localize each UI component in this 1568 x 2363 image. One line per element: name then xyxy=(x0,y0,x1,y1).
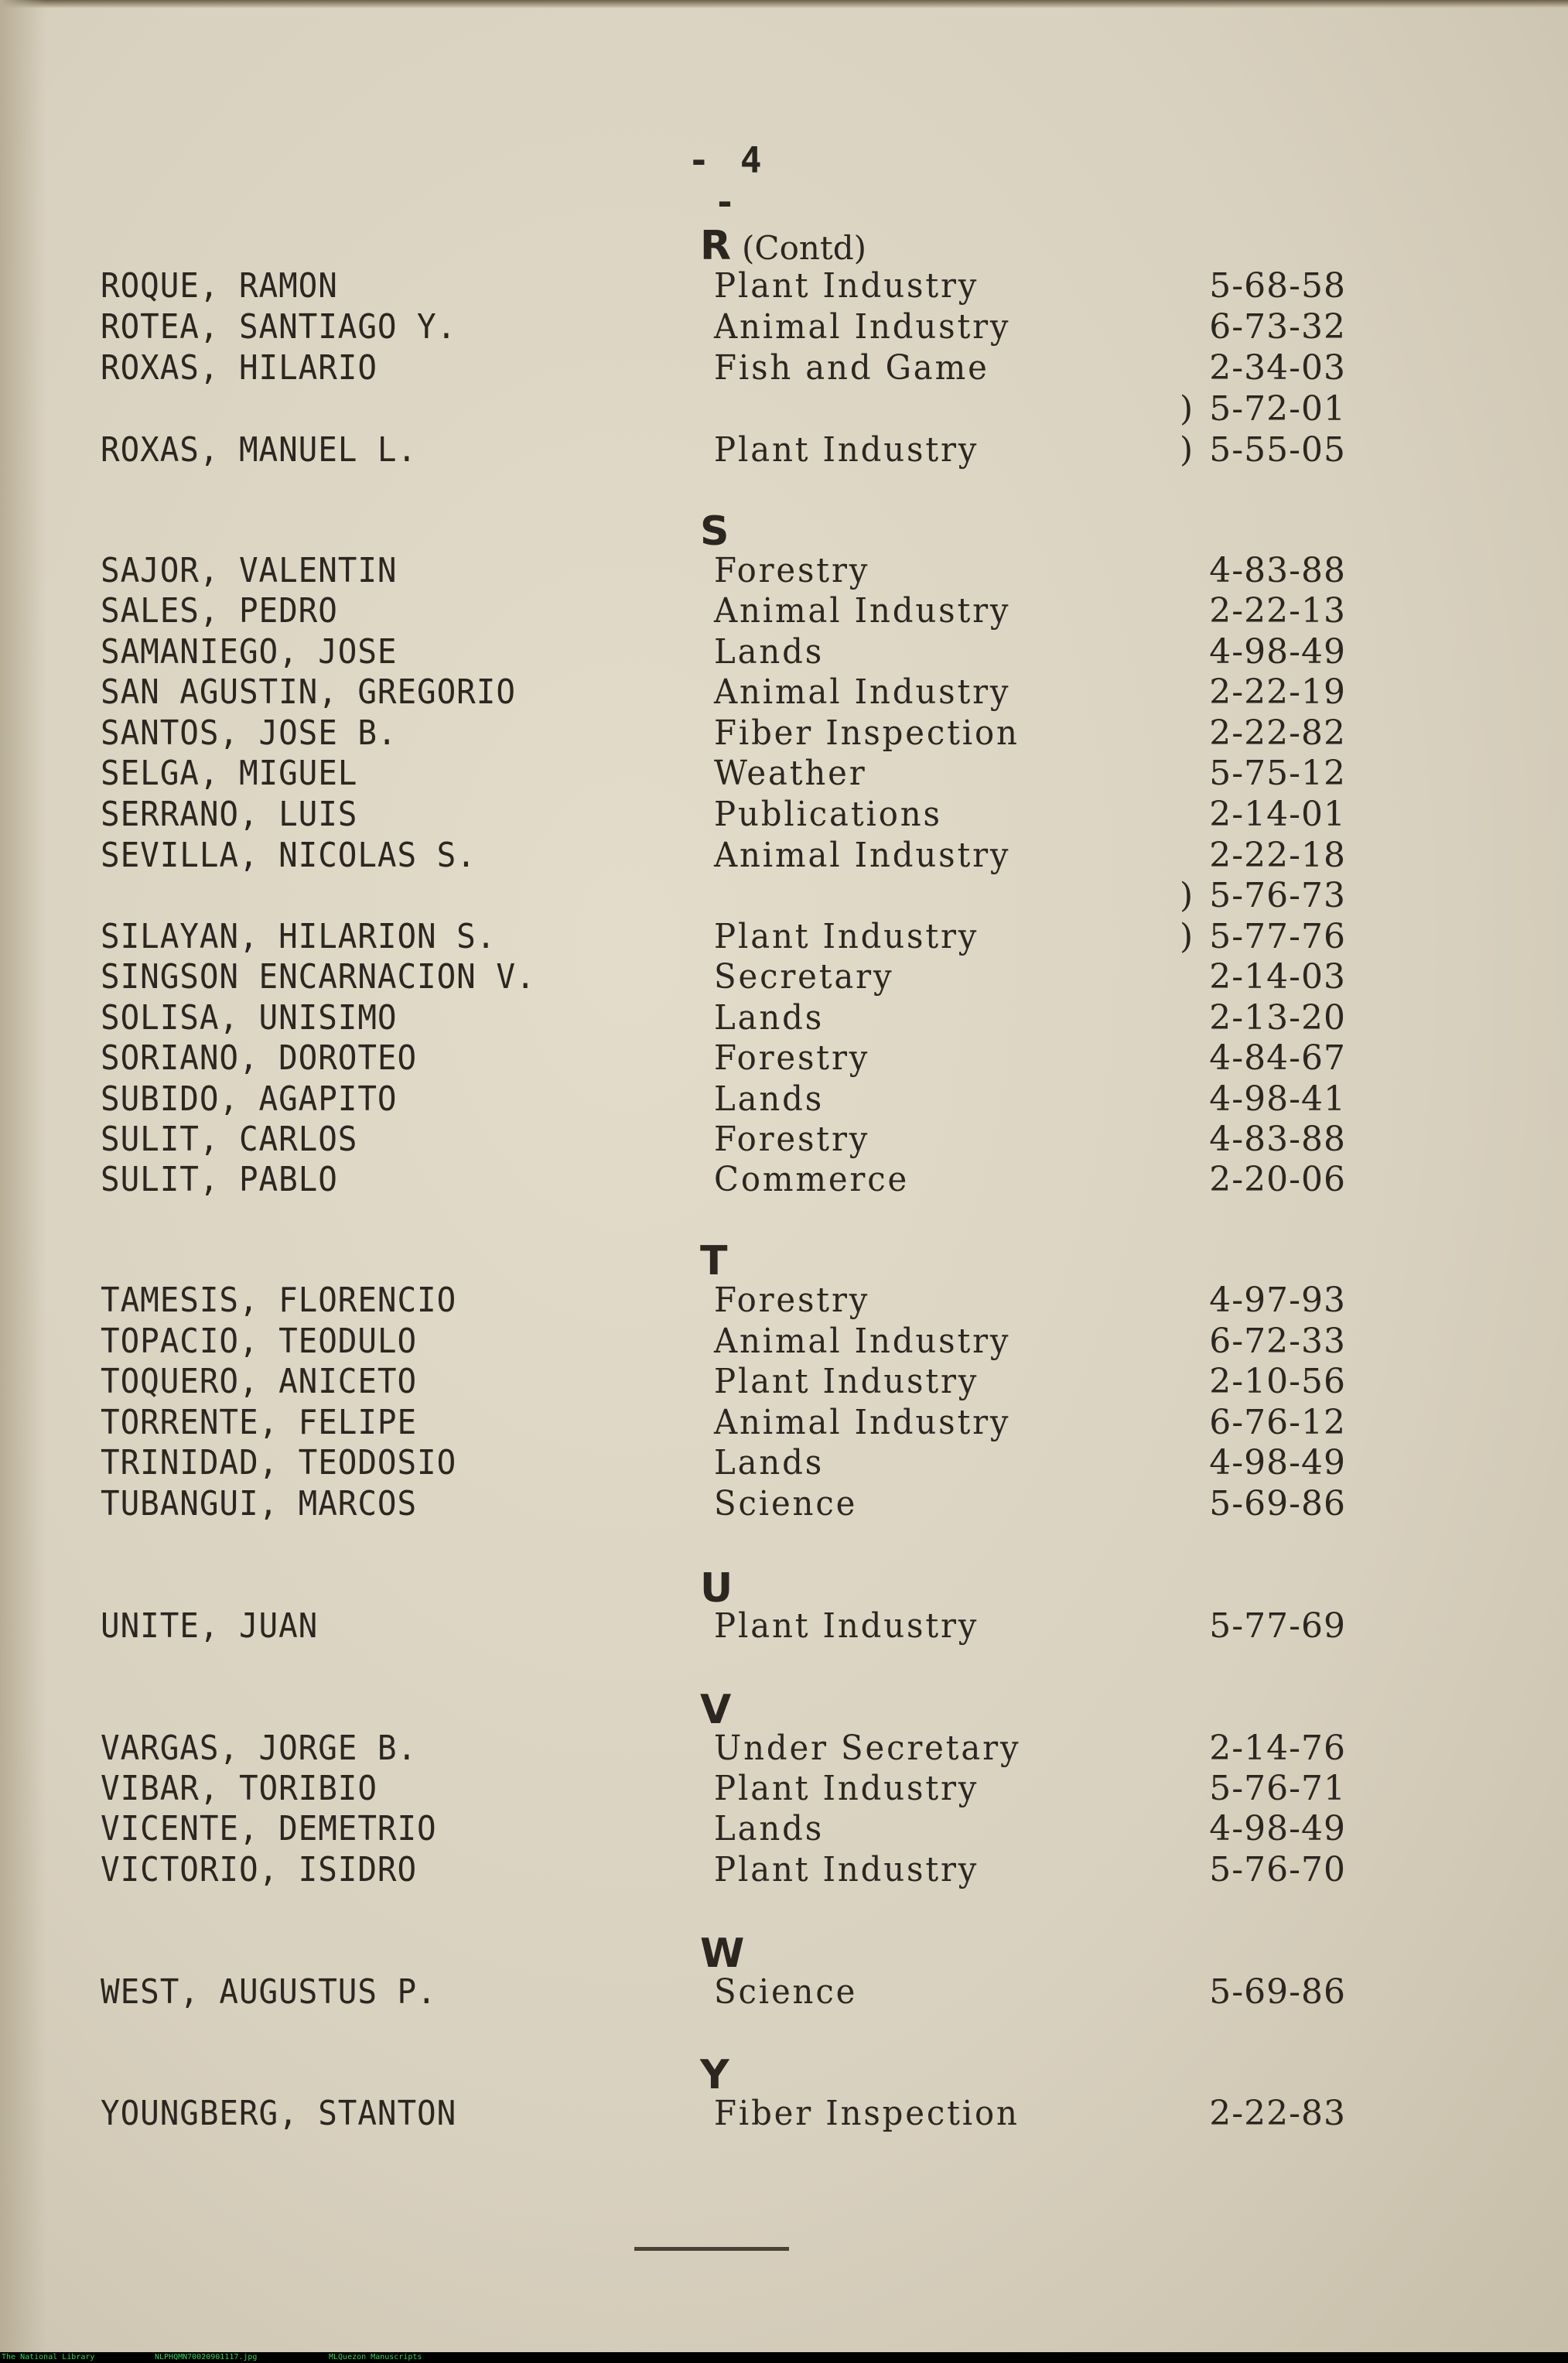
list-item xyxy=(0,1281,1568,1321)
employee-name: TAMESIS, FLORENCIO xyxy=(101,1281,457,1320)
department: Lands xyxy=(714,998,825,1038)
code: 2-10-56 xyxy=(1209,1362,1346,1401)
code: 5-55-05 xyxy=(1209,430,1346,470)
department: Plant Industry xyxy=(714,1769,979,1808)
department: Animal Industry xyxy=(714,307,1011,347)
department: Animal Industry xyxy=(714,591,1011,631)
employee-name: SINGSON ENCARNACION V. xyxy=(101,957,536,997)
section-contd-label: (Contd) xyxy=(742,229,867,267)
code: 5-75-12 xyxy=(1209,754,1346,793)
department: Science xyxy=(714,1972,858,2012)
list-item xyxy=(0,1362,1568,1402)
code: 6-76-12 xyxy=(1209,1403,1346,1442)
department: Animal Industry xyxy=(714,672,1011,712)
department: Forestry xyxy=(714,551,870,590)
code: 5-77-76 xyxy=(1209,917,1346,956)
employee-name: TOPACIO, TEODULO xyxy=(101,1322,418,1361)
department: Animal Industry xyxy=(714,1322,1011,1361)
list-item xyxy=(0,876,1568,916)
department: Science xyxy=(714,1484,858,1523)
department: Forestry xyxy=(714,1120,870,1159)
employee-name: SANTOS, JOSE B. xyxy=(101,713,398,753)
list-item xyxy=(0,957,1568,997)
code: 5-68-58 xyxy=(1209,266,1346,306)
employee-name: SALES, PEDRO xyxy=(101,591,338,631)
department: Lands xyxy=(714,1443,825,1482)
code: 2-22-19 xyxy=(1209,672,1346,712)
department: Plant Industry xyxy=(714,430,979,470)
list-item xyxy=(0,917,1568,957)
department: Publications xyxy=(714,795,942,834)
department: Lands xyxy=(714,1809,825,1848)
employee-name: SULIT, PABLO xyxy=(101,1160,338,1199)
list-item xyxy=(0,1160,1568,1200)
end-rule xyxy=(634,2247,789,2251)
list-item xyxy=(0,551,1568,591)
code: 4-98-49 xyxy=(1209,1443,1346,1482)
footer-bar xyxy=(0,2352,1568,2363)
code: 2-13-20 xyxy=(1209,998,1346,1038)
code: 2-34-03 xyxy=(1209,348,1346,388)
code: 5-76-73 xyxy=(1209,876,1346,915)
employee-name: SEVILLA, NICOLAS S. xyxy=(101,836,477,875)
employee-name: SERRANO, LUIS xyxy=(101,795,358,834)
list-item xyxy=(0,1972,1568,2012)
code: 5-72-01 xyxy=(1209,389,1346,429)
employee-name: WEST, AUGUSTUS P. xyxy=(101,1972,437,2012)
employee-name: TUBANGUI, MARCOS xyxy=(101,1484,418,1523)
department: Forestry xyxy=(714,1281,870,1320)
department: Fiber Inspection xyxy=(714,2094,1020,2133)
department: Secretary xyxy=(714,957,894,997)
department: Lands xyxy=(714,1079,825,1119)
list-item xyxy=(0,1769,1568,1809)
employee-name: VIBAR, TORIBIO xyxy=(101,1769,377,1808)
list-item xyxy=(0,1079,1568,1120)
list-item xyxy=(0,1809,1568,1849)
employee-name: SULIT, CARLOS xyxy=(101,1120,358,1159)
employee-name: ROQUE, RAMON xyxy=(101,266,338,306)
employee-name: ROXAS, HILARIO xyxy=(101,348,377,388)
code: 6-73-32 xyxy=(1209,307,1346,347)
page-number: - 4 - xyxy=(688,139,767,223)
code: 4-83-88 xyxy=(1209,551,1346,590)
list-item xyxy=(0,1443,1568,1483)
department: Fish and Game xyxy=(714,348,989,388)
list-item xyxy=(0,672,1568,713)
department: Plant Industry xyxy=(714,917,979,956)
list-item xyxy=(0,1322,1568,1362)
employee-name: TOQUERO, ANICETO xyxy=(101,1362,418,1401)
code: 5-77-69 xyxy=(1209,1606,1346,1646)
list-item xyxy=(0,998,1568,1038)
department: Plant Industry xyxy=(714,1362,979,1401)
code: 2-14-03 xyxy=(1209,957,1346,997)
list-item xyxy=(0,795,1568,835)
list-item xyxy=(0,591,1568,631)
bracket: ) xyxy=(1180,917,1194,956)
code: 5-69-86 xyxy=(1209,1972,1346,2012)
code: 4-83-88 xyxy=(1209,1120,1346,1159)
code: 5-76-71 xyxy=(1209,1769,1346,1808)
code: 2-22-82 xyxy=(1209,713,1346,753)
department: Fiber Inspection xyxy=(714,713,1020,753)
employee-name: TRINIDAD, TEODOSIO xyxy=(101,1443,457,1482)
employee-name: VARGAS, JORGE B. xyxy=(101,1729,418,1768)
code: 4-98-49 xyxy=(1209,632,1346,672)
employee-name: SORIANO, DOROTEO xyxy=(101,1038,418,1078)
list-item xyxy=(0,1038,1568,1079)
employee-name: SILAYAN, HILARION S. xyxy=(101,917,497,956)
employee-name: SUBIDO, AGAPITO xyxy=(101,1079,398,1119)
employee-name: ROTEA, SANTIAGO Y. xyxy=(101,307,457,347)
list-item xyxy=(0,1729,1568,1769)
section-letter-t: T xyxy=(700,1238,728,1284)
department: Animal Industry xyxy=(714,836,1011,875)
list-item xyxy=(0,632,1568,672)
code: 2-22-13 xyxy=(1209,591,1346,631)
code: 5-69-86 xyxy=(1209,1484,1346,1523)
employee-name: SOLISA, UNISIMO xyxy=(101,998,398,1038)
department: Plant Industry xyxy=(714,266,979,306)
department: Animal Industry xyxy=(714,1403,1011,1442)
list-item xyxy=(0,754,1568,794)
section-letter-v: V xyxy=(700,1687,732,1733)
section-letter-s: S xyxy=(700,508,729,555)
bracket: ) xyxy=(1180,389,1194,429)
department: Forestry xyxy=(714,1038,870,1078)
list-item xyxy=(0,1403,1568,1443)
list-item xyxy=(0,713,1568,754)
employee-name: VICENTE, DEMETRIO xyxy=(101,1809,437,1848)
list-item xyxy=(0,307,1568,347)
employee-name: VICTORIO, ISIDRO xyxy=(101,1850,418,1889)
department: Plant Industry xyxy=(714,1606,979,1646)
employee-name: TORRENTE, FELIPE xyxy=(101,1403,418,1442)
code: 4-98-49 xyxy=(1209,1809,1346,1848)
list-item xyxy=(0,1850,1568,1890)
code: 4-97-93 xyxy=(1209,1281,1346,1320)
footer-library: The National Library xyxy=(2,2353,95,2361)
code: 2-22-18 xyxy=(1209,836,1346,875)
page-top-edge xyxy=(0,0,1568,8)
list-item xyxy=(0,836,1568,876)
employee-name: UNITE, JUAN xyxy=(101,1606,319,1646)
list-item xyxy=(0,389,1568,429)
employee-name: ROXAS, MANUEL L. xyxy=(101,430,418,470)
list-item xyxy=(0,1484,1568,1524)
code: 4-98-41 xyxy=(1209,1079,1346,1119)
employee-name: SAN AGUSTIN, GREGORIO xyxy=(101,672,516,712)
bracket: ) xyxy=(1180,876,1194,915)
code: 4-84-67 xyxy=(1209,1038,1346,1078)
employee-name: YOUNGBERG, STANTON xyxy=(101,2094,457,2133)
section-letter-r: R (Contd) xyxy=(700,223,867,269)
list-item xyxy=(0,430,1568,470)
employee-name: SAJOR, VALENTIN xyxy=(101,551,398,590)
list-item xyxy=(0,348,1568,388)
code: 2-14-01 xyxy=(1209,795,1346,834)
footer-collection: MLQuezon Manuscripts xyxy=(329,2353,422,2361)
section-letter-w: W xyxy=(700,1930,745,1977)
code: 2-14-76 xyxy=(1209,1729,1346,1768)
section-letter-u: U xyxy=(700,1565,733,1612)
code: 2-22-83 xyxy=(1209,2094,1346,2133)
department: Weather xyxy=(714,754,867,793)
employee-name: SELGA, MIGUEL xyxy=(101,754,358,793)
code: 6-72-33 xyxy=(1209,1322,1346,1361)
department: Commerce xyxy=(714,1160,910,1199)
list-item xyxy=(0,266,1568,306)
footer-filename: NLPHQMN70020901117.jpg xyxy=(155,2353,258,2361)
department: Lands xyxy=(714,632,825,672)
list-item xyxy=(0,1606,1568,1647)
list-item xyxy=(0,2094,1568,2134)
code: 2-20-06 xyxy=(1209,1160,1346,1199)
section-letter-y: Y xyxy=(700,2052,729,2098)
department: Under Secretary xyxy=(714,1729,1021,1768)
code: 5-76-70 xyxy=(1209,1850,1346,1889)
bracket: ) xyxy=(1180,430,1194,470)
department: Plant Industry xyxy=(714,1850,979,1889)
list-item xyxy=(0,1120,1568,1160)
employee-name: SAMANIEGO, JOSE xyxy=(101,632,398,672)
